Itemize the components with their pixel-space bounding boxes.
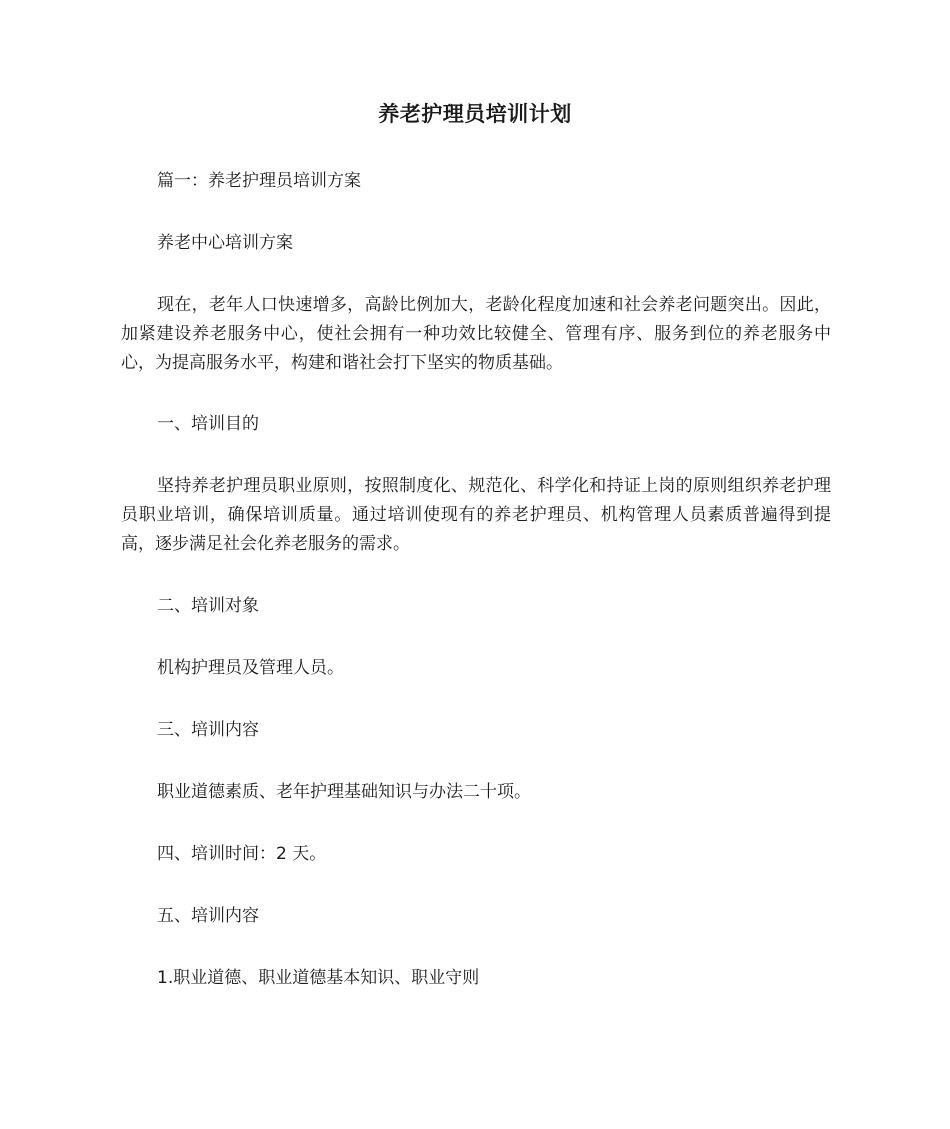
- heading-training-content-detail: 五、培训内容: [157, 906, 259, 926]
- heading-training-time: 四、培训时间：2 天。: [157, 844, 327, 864]
- paragraph-training-content: 职业道德素质、老年护理基础知识与办法二十项。: [157, 782, 531, 802]
- paragraph-intro: 现在，老年人口快速增多，高龄比例加大，老龄化程度加速和社会养老问题突出。因此，加紧建设养老服务中心，使社会拥有一种功效比较健全、管理有序、服务到位的养老服务中心，为提高服务水平，构建和谐社会打下坚实的物质基础。: [121, 295, 831, 373]
- heading-training-target: 二、培训对象: [157, 596, 259, 616]
- paragraph-subtitle: 养老中心培训方案: [157, 233, 293, 253]
- list-item-ethics: 1.职业道德、职业道德基本知识、职业守则: [157, 968, 480, 988]
- document-title: 养老护理员培训计划: [378, 102, 572, 126]
- paragraph-training-purpose: 坚持养老护理员职业原则，按照制度化、规范化、科学化和持证上岗的原则组织养老护理员职业培训，确保培训质量。通过培训使现有的养老护理员、机构管理人员素质普遍得到提高，逐步满足社会化养老服务的需求。: [121, 476, 831, 554]
- paragraph-training-target: 机构护理员及管理人员。: [157, 658, 344, 678]
- paragraph-section-heading: 篇一：养老护理员培训方案: [157, 171, 361, 191]
- heading-training-content: 三、培训内容: [157, 720, 259, 740]
- heading-training-purpose: 一、培训目的: [157, 414, 259, 434]
